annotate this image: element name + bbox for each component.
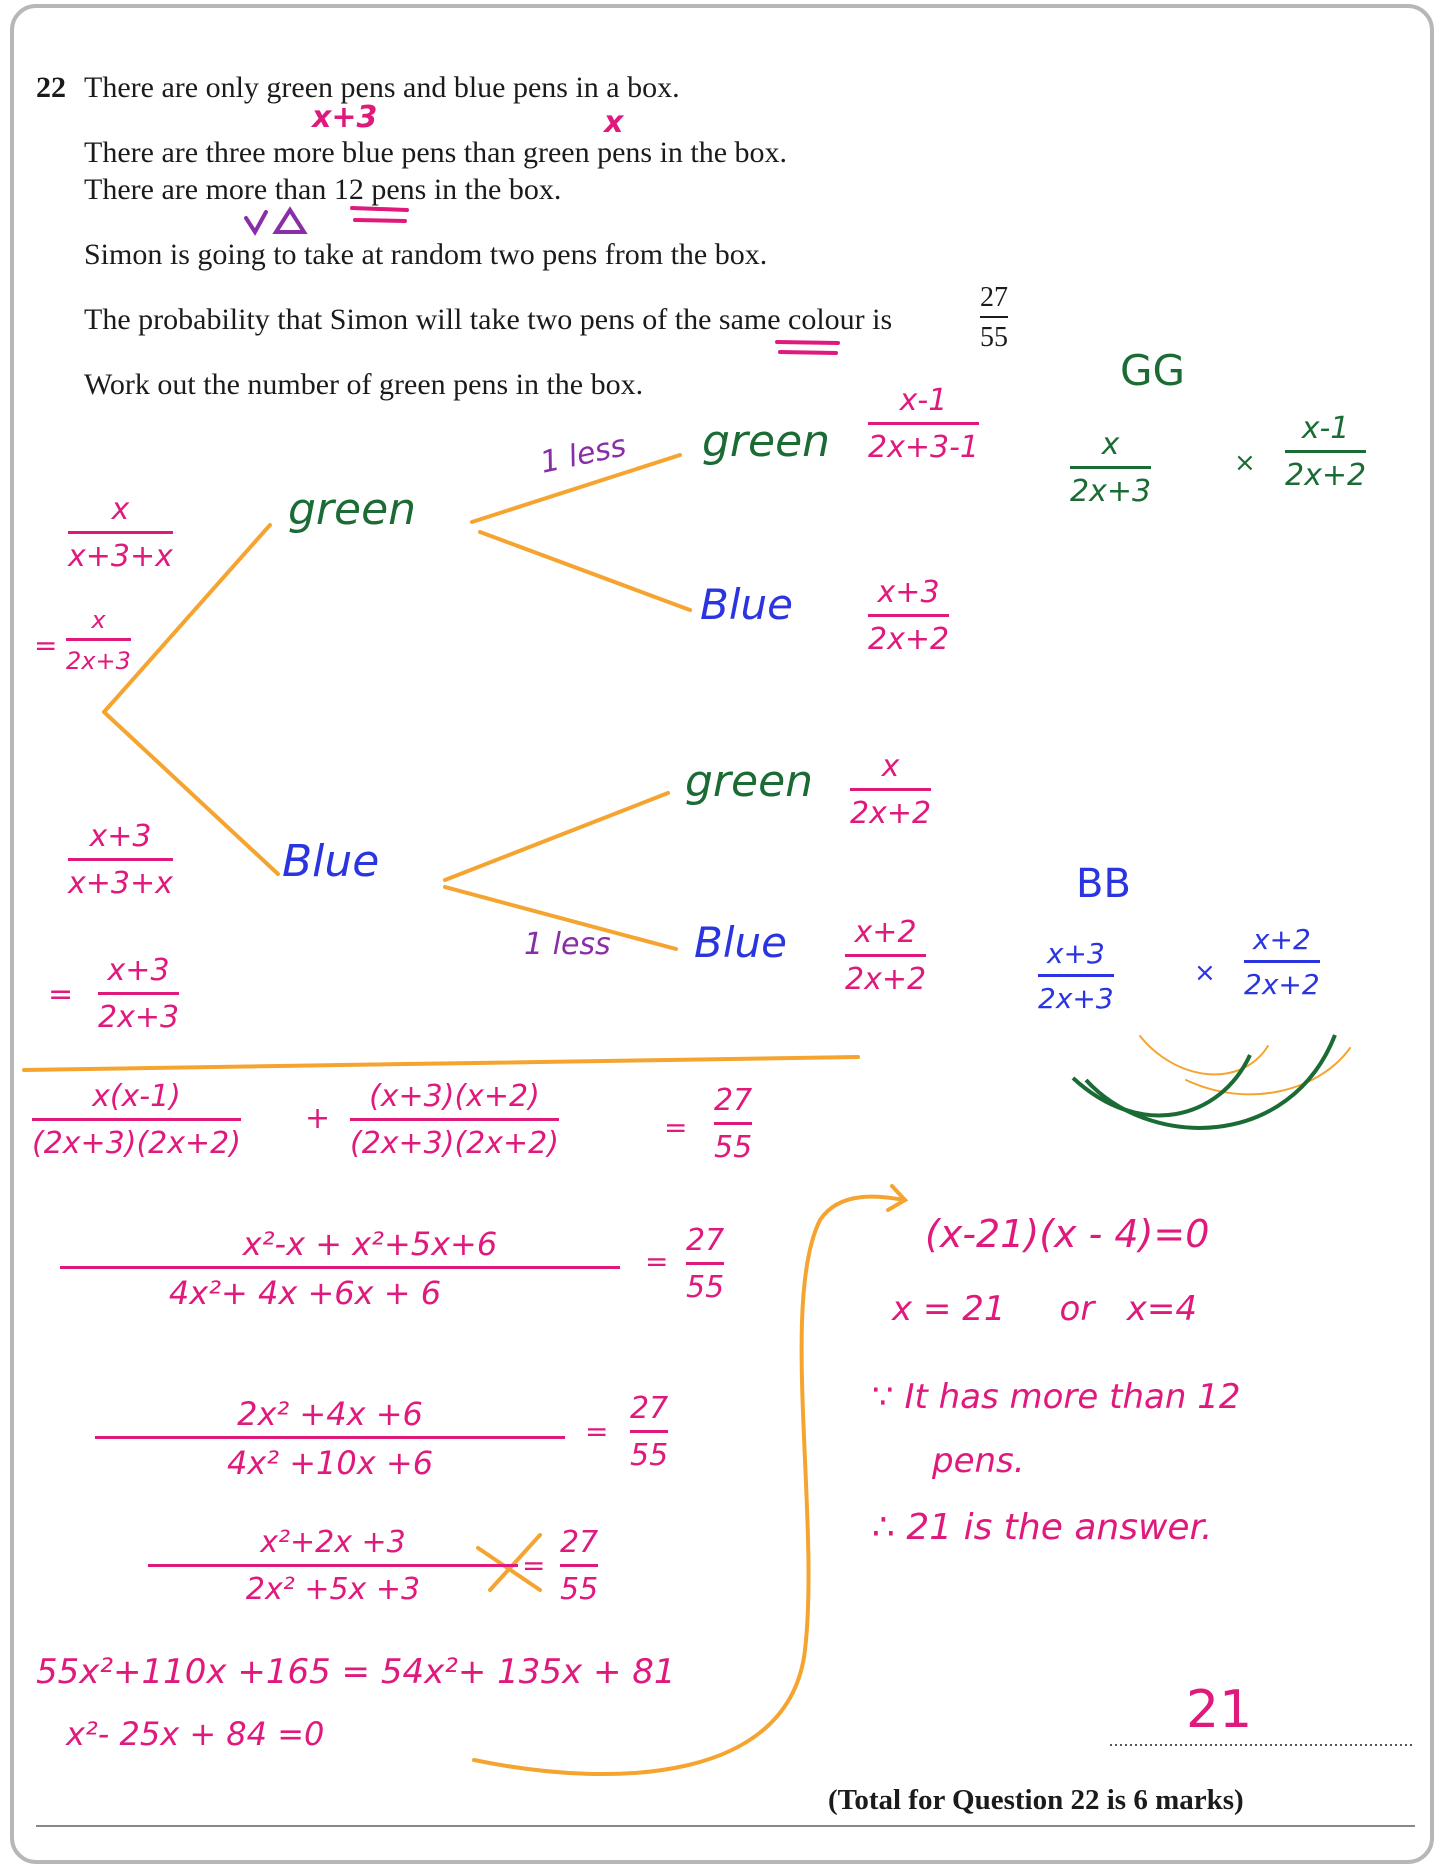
working-eq5: 55x²+110x +165 = 54x²+ 135x + 81	[36, 1652, 676, 1692]
product-bb-left-num: x+3	[1046, 937, 1105, 970]
prob-first-green-simplified-den: 2x+3	[66, 647, 131, 675]
annotation-green-count: x	[604, 105, 624, 140]
working-factored: (x-21)(x - 4)=0	[925, 1212, 1210, 1256]
prob-blue-green-den: 2x+2	[850, 796, 932, 831]
product-gg-times: ×	[1234, 448, 1256, 478]
prob-first-blue-den: x+3+x	[68, 866, 173, 901]
separator-line	[24, 1057, 858, 1070]
product-gg-left-den: 2x+3	[1070, 474, 1152, 509]
working-eq1-right	[350, 1079, 559, 1161]
prob-blue-blue-den: 2x+2	[845, 962, 927, 997]
prob-green-green-num: x-1	[899, 383, 948, 418]
working-eq1-left	[32, 1079, 241, 1161]
product-bb-right	[1244, 923, 1320, 1001]
question-line-6: Work out the number of green pens in the box.	[84, 368, 644, 401]
product-gg-right	[1285, 411, 1367, 493]
working-eq2-rhs	[686, 1223, 725, 1305]
working-eq3	[95, 1395, 565, 1482]
working-eq4-den: 2x² +5x +3	[245, 1572, 421, 1607]
working-eq1-right-den: (2x+3)(2x+2)	[350, 1126, 559, 1161]
prob-green-blue-num: x+3	[877, 575, 940, 610]
probability-fraction	[980, 284, 1008, 352]
prob-first-green-equals: =	[34, 629, 58, 662]
product-gg-right-den: 2x+2	[1285, 458, 1367, 493]
working-eq1-left-den: (2x+3)(2x+2)	[32, 1126, 241, 1161]
working-reason-2: pens.	[932, 1441, 1025, 1481]
prob-blue-blue-num: x+2	[854, 915, 917, 950]
prob-green-blue-den: 2x+2	[868, 622, 950, 657]
product-bb-times: ×	[1194, 958, 1216, 988]
question-line-2: There are three more blue pens than green pens in the box.	[84, 136, 788, 169]
prob-first-blue-num: x+3	[89, 819, 152, 854]
working-eq4-rhs-den: 55	[560, 1572, 599, 1607]
product-gg-right-num: x-1	[1301, 411, 1350, 446]
prob-green-blue	[868, 575, 950, 657]
tree-less-bottom: 1 less	[524, 927, 611, 962]
tree-first-blue-label: Blue	[282, 836, 380, 887]
tree-green-blue-label: Blue	[700, 580, 793, 629]
working-eq1-equals: =	[664, 1111, 688, 1144]
product-bb-left	[1038, 937, 1114, 1015]
working-eq3-equals: =	[585, 1415, 609, 1448]
final-answer: 21	[1186, 1680, 1253, 1740]
working-eq4-rhs	[560, 1525, 599, 1607]
prob-blue-blue	[845, 915, 927, 997]
working-conclusion: ∴ 21 is the answer.	[872, 1507, 1213, 1548]
question-line-4: Simon is going to take at random two pens from the box.	[84, 238, 768, 271]
working-eq4-num: x²+2x +3	[260, 1525, 406, 1560]
working-eq3-num: 2x² +4x +6	[237, 1395, 423, 1433]
question-line-1: There are only green pens and blue pens in a box.	[84, 71, 680, 104]
branch-green-blue	[480, 532, 690, 610]
question-line-5: The probability that Simon will take two pens of the same colour is	[84, 303, 893, 336]
product-gg-left	[1070, 427, 1152, 509]
tree-less-top: 1 less	[537, 428, 630, 481]
working-eq1-rhs-num: 27	[714, 1083, 753, 1118]
working-eq1-right-num: (x+3)(x+2)	[369, 1079, 540, 1114]
product-bb-title: BB	[1076, 861, 1131, 907]
tree-blue-green-label: green	[685, 756, 814, 807]
working-eq2-num: x²-x + x²+5x+6	[242, 1225, 498, 1263]
working-eq1-plus: +	[305, 1101, 331, 1136]
tree-green-green-label: green	[702, 416, 831, 467]
working-eq3-den: 4x² +10x +6	[226, 1444, 434, 1482]
working-eq2-rhs-num: 27	[686, 1223, 725, 1258]
working-eq1-left-num: x(x-1)	[92, 1079, 181, 1114]
prob-blue-green	[850, 749, 932, 831]
working-eq1-rhs-den: 55	[714, 1130, 753, 1165]
prob-first-green-simplified-num: x	[91, 606, 106, 634]
product-bb-right-den: 2x+2	[1244, 968, 1320, 1001]
tree-blue-blue-label: Blue	[694, 918, 787, 967]
prob-first-blue-simplified	[98, 953, 180, 1035]
branch-blue-green	[445, 793, 668, 880]
prob-green-green	[868, 383, 979, 465]
question-line-3: There are more than 12 pens in the box.	[84, 173, 562, 206]
product-gg-title: GG	[1120, 346, 1186, 395]
working-eq3-rhs	[630, 1391, 669, 1473]
prob-first-green-num: x	[111, 492, 130, 527]
working-eq2	[60, 1225, 620, 1312]
prob-first-blue-simplified-num: x+3	[107, 953, 170, 988]
working-reason-1: ∵ It has more than 12	[872, 1377, 1241, 1417]
product-bb-left-den: 2x+3	[1038, 982, 1114, 1015]
prob-first-green-den: x+3+x	[68, 539, 173, 574]
working-eq2-equals: =	[645, 1245, 669, 1278]
prob-first-green-simplified	[66, 608, 131, 673]
annotation-blue-count: x+3	[312, 100, 378, 135]
total-marks: (Total for Question 22 is 6 marks)	[828, 1784, 1244, 1816]
prob-first-green	[68, 492, 173, 574]
product-gg-left-num: x	[1101, 427, 1120, 462]
prob-first-blue	[68, 819, 173, 901]
tree-first-green-label: green	[288, 484, 417, 535]
working-eq4	[148, 1525, 518, 1607]
prob-green-green-den: 2x+3-1	[868, 430, 979, 465]
prob-first-blue-simplified-den: 2x+3	[98, 1000, 180, 1035]
working-eq3-rhs-den: 55	[630, 1438, 669, 1473]
working-roots: x = 21 or x=4	[892, 1289, 1197, 1329]
working-eq4-rhs-num: 27	[560, 1525, 599, 1560]
probability-denominator: 55	[980, 322, 1008, 353]
probability-numerator: 27	[980, 282, 1008, 313]
working-eq3-rhs-num: 27	[630, 1391, 669, 1426]
product-bb-right-num: x+2	[1252, 923, 1311, 956]
prob-blue-green-num: x	[881, 749, 900, 784]
working-eq2-rhs-den: 55	[686, 1270, 725, 1305]
working-eq6: x²- 25x + 84 =0	[66, 1715, 325, 1753]
question-number: 22	[36, 71, 66, 104]
working-eq4-equals: =	[522, 1549, 546, 1582]
working-eq2-den: 4x²+ 4x +6x + 6	[168, 1274, 442, 1312]
prob-first-blue-equals: =	[48, 977, 74, 1012]
working-eq1-rhs	[714, 1083, 753, 1165]
